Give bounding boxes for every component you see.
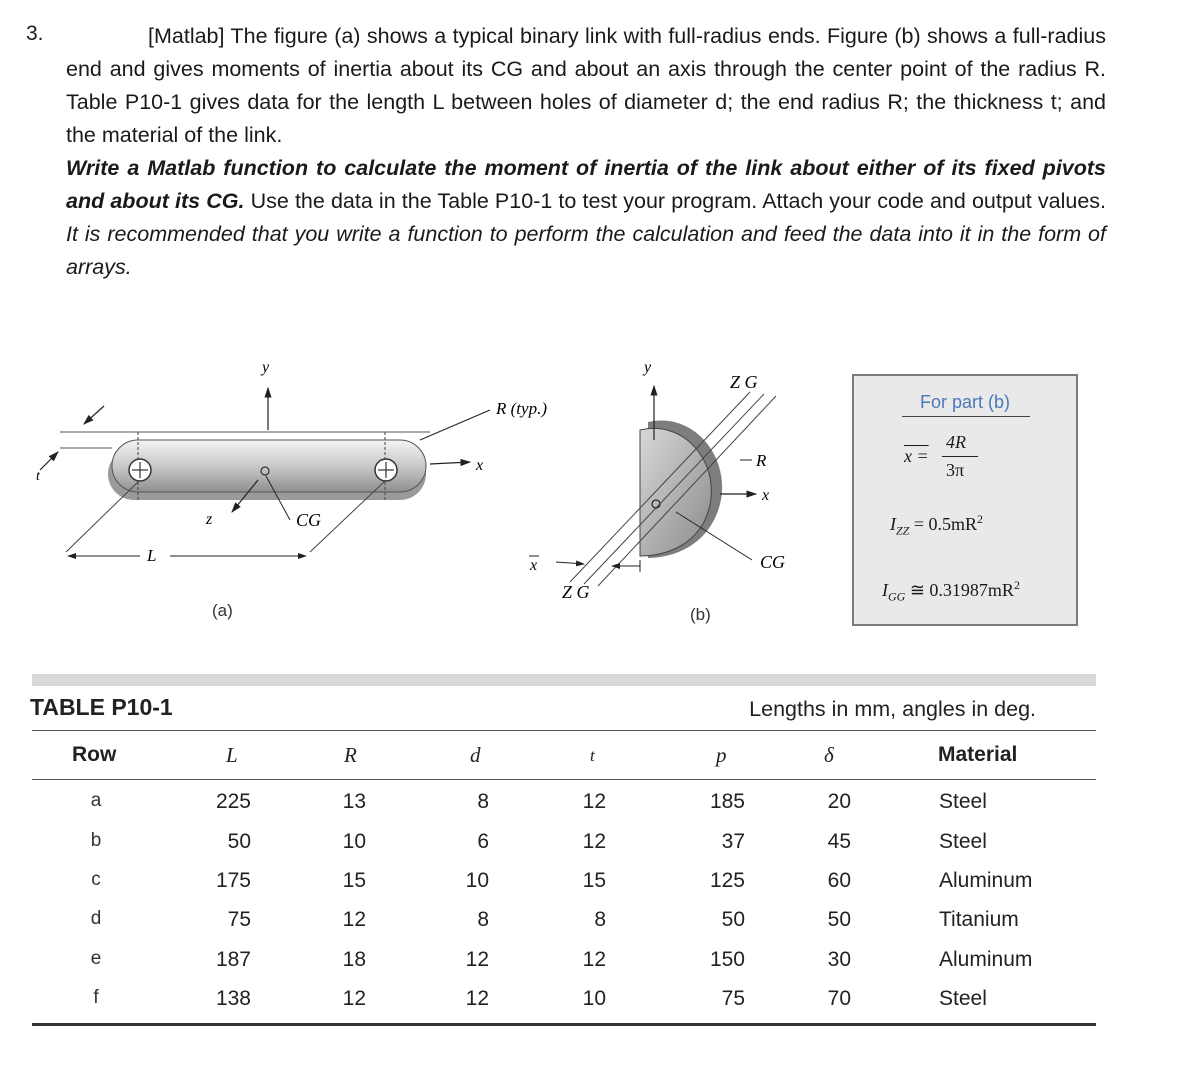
- fig-a-L-label: L: [147, 546, 157, 565]
- problem-text-2: Use the data in the Table P10-1 to test your program. Attach your code and output values.: [250, 189, 1106, 213]
- cell-row: e: [90, 948, 102, 969]
- cell-L: 138: [215, 987, 251, 1010]
- cell-R: 18: [342, 948, 366, 971]
- fig-b-cg-label: CG: [760, 552, 786, 572]
- cell-L: 75: [227, 908, 251, 931]
- table-top-band: [32, 674, 1096, 686]
- cell-p: 125: [709, 869, 745, 892]
- problem-italic-recommendation: It is recommended that you write a function to perform the calculation and feed the data into it in the form of arrays.: [66, 222, 1106, 279]
- cell-d: 6: [477, 830, 489, 853]
- problem-text-1: [Matlab] The figure (a) shows a typical binary link with full-radius ends. Figure (b) shows a full-radius end and gives moments of inertia about its CG and about an axis through the center point of the radius R. Table P10-1 gives data for the length L between holes of diameter d; the end radius R; the thickness t; and the material of the link.: [66, 24, 1106, 147]
- cell-p: 75: [721, 987, 745, 1010]
- question-number: 3.: [26, 22, 44, 45]
- cell-L: 175: [215, 869, 251, 892]
- x-axis-arrow: [430, 462, 470, 464]
- header-t: t: [590, 746, 595, 765]
- cell-row: a: [90, 790, 102, 811]
- cell-row: b: [90, 830, 102, 851]
- header-d: d: [470, 743, 481, 767]
- header-material: Material: [938, 743, 1018, 766]
- cell-material: Titanium: [939, 908, 1019, 931]
- cell-t: 12: [582, 830, 606, 853]
- table-header-rule-bottom: [32, 779, 1096, 780]
- cell-R: 12: [342, 987, 366, 1010]
- problem-bold-task: Write a Matlab function to calculate the moment of inertia of the link about either of its fixed pivots and about its CG.: [66, 156, 1106, 213]
- fig-a-y-label: y: [262, 359, 270, 376]
- cell-t: 12: [582, 790, 606, 813]
- xbar-numerator: 4R: [946, 432, 966, 452]
- cell-material: Steel: [939, 987, 987, 1010]
- cell-delta: 45: [827, 830, 851, 853]
- thickness-arrow-bottom: [40, 452, 58, 470]
- cell-p: 50: [721, 908, 745, 931]
- cell-p: 185: [709, 790, 745, 813]
- cell-p: 150: [709, 948, 745, 971]
- fig-b-y-label: y: [644, 359, 652, 376]
- cell-row: c: [91, 869, 101, 890]
- cell-d: 8: [477, 790, 489, 813]
- cell-delta: 70: [827, 987, 851, 1010]
- cell-row: f: [93, 987, 99, 1008]
- xbar-dim-arrow: [556, 562, 584, 564]
- fig-b-x-label: x: [762, 487, 770, 504]
- r-typ-leader: [420, 410, 490, 440]
- cell-t: 12: [582, 948, 606, 971]
- fraction-bar: [942, 456, 978, 457]
- cell-d: 10: [465, 869, 489, 892]
- fig-a-r-typ-label: R (typ.): [496, 399, 547, 418]
- cell-material: Steel: [939, 790, 987, 813]
- xbar-lhs: x =: [904, 446, 929, 466]
- figure-b-half-disk: [529, 359, 785, 624]
- cell-L: 187: [215, 948, 251, 971]
- cell-L: 225: [215, 790, 251, 813]
- header-row: Row: [72, 743, 117, 766]
- fig-a-caption: (a): [212, 601, 233, 620]
- cell-t: 15: [582, 869, 606, 892]
- fig-a-cg-label: CG: [296, 510, 322, 530]
- formula-box: [852, 374, 1078, 626]
- formula-box-title: For part (b): [919, 392, 1011, 412]
- cell-R: 15: [342, 869, 366, 892]
- table-title: TABLE P10-1: [30, 694, 173, 720]
- header-delta: δ: [824, 743, 834, 767]
- cell-d: 12: [465, 987, 489, 1010]
- cell-R: 10: [342, 830, 366, 853]
- cell-delta: 30: [827, 948, 851, 971]
- cell-material: Aluminum: [939, 948, 1033, 971]
- cell-t: 10: [582, 987, 606, 1010]
- cell-L: 50: [227, 830, 251, 853]
- cell-material: Steel: [939, 830, 987, 853]
- header-p: p: [716, 743, 727, 767]
- fig-b-r-label: R: [756, 451, 767, 470]
- cell-delta: 20: [827, 790, 851, 813]
- figure-a-link: [36, 359, 547, 620]
- title-underline: [902, 416, 1030, 417]
- table-bottom-rule: [32, 1023, 1096, 1026]
- cell-delta: 60: [827, 869, 851, 892]
- cell-delta: 50: [827, 908, 851, 931]
- thickness-arrow-top: [84, 406, 104, 424]
- cell-R: 12: [342, 908, 366, 931]
- L-extension-left: [66, 480, 140, 552]
- cell-t: 8: [594, 908, 606, 931]
- zg-axis-line: [598, 396, 776, 586]
- fig-b-zg-bottom-label: Z G: [562, 582, 590, 602]
- table-header-rule-top: [32, 730, 1096, 731]
- fig-a-z-label: z: [206, 511, 213, 528]
- fig-b-caption: (b): [690, 605, 711, 624]
- cell-row: d: [90, 908, 102, 929]
- header-L: L: [226, 743, 238, 767]
- cell-d: 8: [477, 908, 489, 931]
- igg-formula: $I_{GG}$ ≅ $0.31987mR^2$: [882, 578, 1020, 604]
- cell-R: 13: [342, 790, 366, 813]
- fig-b-xbar-label: x: [530, 557, 538, 574]
- xbar-denominator: 3π: [946, 460, 965, 480]
- cell-material: Aluminum: [939, 869, 1033, 892]
- fig-a-t-label: t: [36, 469, 40, 484]
- cell-p: 37: [721, 830, 745, 853]
- fig-a-x-label: x: [476, 457, 484, 474]
- izz-formula: $I_{ZZ} = 0.5mR^2$: [890, 512, 984, 538]
- cell-d: 12: [465, 948, 489, 971]
- table-units-note: Lengths in mm, angles in deg.: [749, 697, 1036, 721]
- fig-b-zg-top-label: Z G: [730, 372, 758, 392]
- header-R: R: [344, 743, 357, 767]
